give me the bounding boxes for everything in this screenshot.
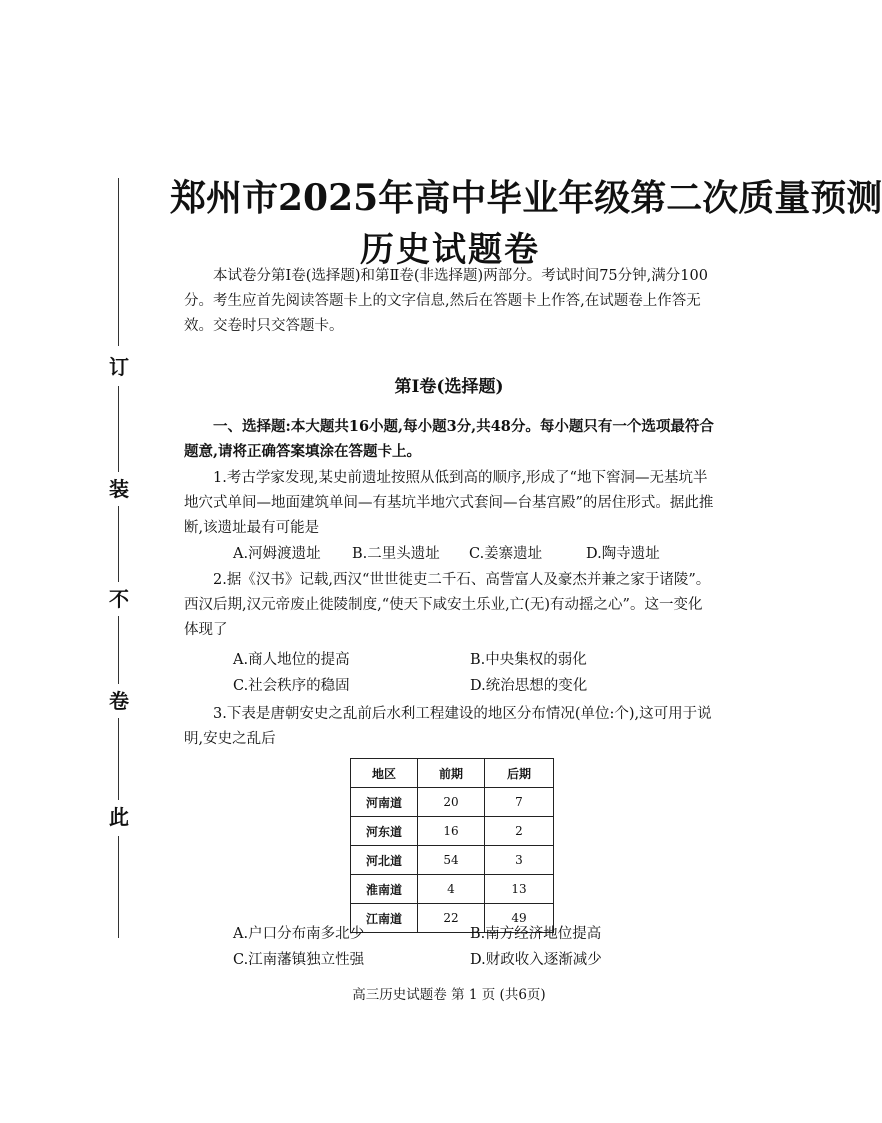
table-cell-before: 54 [418,846,485,875]
q1-option-b: B.二里头遗址 [352,546,440,562]
q1-option-d: D.陶寺遗址 [586,546,660,562]
page-footer: 高三历史试题卷 第 1 页 (共6页) [352,987,546,1003]
q3-option-d: D.财政收入逐渐减少 [470,952,602,968]
table-header-cell: 后期 [485,759,554,788]
q3-option-a: A.户口分布南多北少 [233,926,365,942]
binding-line-top [118,178,119,346]
q3-option-c: C.江南藩镇独立性强 [233,952,365,968]
q1-option-c: C.姜寨遗址 [469,546,543,562]
table-row [351,846,554,875]
binding-line-bottom [118,836,119,938]
table-cell-region: 河南道 [351,788,418,817]
table-cell-before: 20 [418,788,485,817]
table-row [351,875,554,904]
binding-line-seg4 [118,718,119,800]
table-cell-region: 淮南道 [351,875,418,904]
binding-line-seg1 [118,386,119,472]
table-header-cell: 前期 [418,759,485,788]
q2-option-d: D.统治思想的变化 [470,678,588,694]
table-cell-after: 13 [485,875,554,904]
table-header-row [351,759,554,788]
table-cell-after: 3 [485,846,554,875]
table-cell-region: 河东道 [351,817,418,846]
table-cell-after: 7 [485,788,554,817]
table-cell-before: 16 [418,817,485,846]
exam-title: 郑州市2025年高中毕业年级第二次质量预测 [170,177,882,219]
binding-char-ding: 订 [109,355,129,379]
question-1-stem: 1.考古学家发现,某史前遗址按照从低到高的顺序,形成了“地下窖洞—无基坑半地穴式单间—地面建筑单间—有基坑半地穴式套间—台基宫殿”的居住形式。据此推断,该遗址最有可能是 [184,470,714,536]
binding-char-ci: 此 [109,805,129,829]
q3-option-b: B.南方经济地位提高 [470,926,602,942]
table-row [351,788,554,817]
q1-option-a: A.河姆渡遗址 [233,546,321,562]
q2-option-a: A.商人地位的提高 [233,652,350,668]
binding-char-juan: 卷 [109,689,129,713]
binding-char-bu: 不 [109,587,129,611]
table-cell-after: 2 [485,817,554,846]
section-instruction: 一、选择题:本大题共16小题,每小题3分,共48分。每小题只有一个选项最符合题意,请将正确答案填涂在答题卡上。 [184,418,714,460]
table-cell-before: 4 [418,875,485,904]
q2-option-b: B.中央集权的弱化 [470,652,587,668]
q2-option-c: C.社会秩序的稳固 [233,678,350,694]
binding-char-zhuang: 装 [109,477,129,501]
table-cell-region: 江南道 [351,904,418,933]
exam-instructions: 本试卷分第Ⅰ卷(选择题)和第Ⅱ卷(非选择题)两部分。考试时间75分钟,满分100分。考生应首先阅读答题卡上的文字信息,然后在答题卡上作答,在试题卷上作答无效。交卷时只交答题卡。 [184,268,708,334]
table-cell-before: 22 [418,904,485,933]
table-header-cell: 地区 [351,759,418,788]
table-row [351,817,554,846]
binding-line-seg3 [118,616,119,684]
binding-line-seg2 [118,506,119,582]
table-cell-after: 49 [485,904,554,933]
exam-subtitle: 历史试题卷 [360,230,540,270]
q3-data-table [350,758,554,933]
section-title: 第Ⅰ卷(选择题) [394,377,504,397]
table-cell-region: 河北道 [351,846,418,875]
question-3-stem: 3.下表是唐朝安史之乱前后水利工程建设的地区分布情况(单位:个),这可用于说明,安史之乱后 [184,706,712,747]
question-2-stem: 2.据《汉书》记载,西汉“世世徙吏二千石、高訾富人及豪杰并兼之家于诸陵”。西汉后期,汉元帝废止徙陵制度,“使天下咸安土乐业,亡(无)有动摇之心”。这一变化体现了 [184,572,711,638]
